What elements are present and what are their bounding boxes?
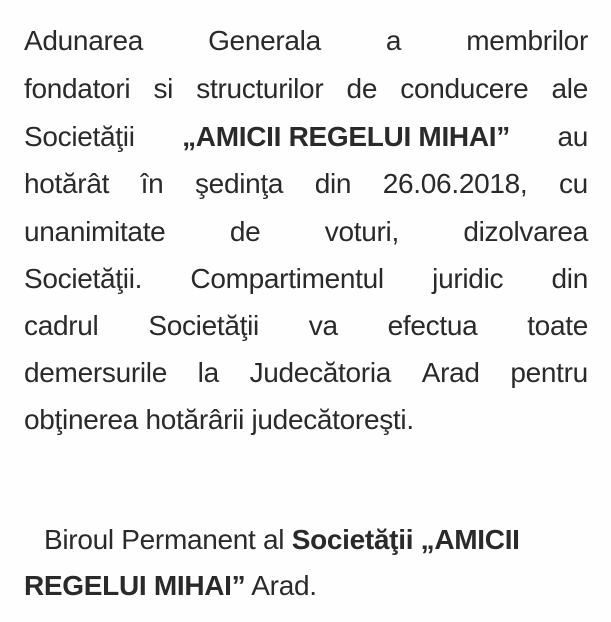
signature-society-name-part1: Societăţii „AMICII [291,524,520,555]
word: Adunarea [24,25,144,56]
word: Arad [421,357,480,388]
word: pentru [510,357,588,388]
word: voturi, [324,216,399,247]
paragraph-line-1 [24,18,588,64]
word: juridic [432,263,504,294]
paragraph-line-3 [24,114,588,160]
signature-line-2 [24,563,317,609]
paragraph-line-8 [24,350,588,396]
paragraph-line-9: obţinerea hotărârii judecătoreşti. [24,404,414,435]
word: de [346,73,378,104]
word: din [314,168,352,199]
word: a [385,25,402,56]
signature-line-1 [44,517,520,563]
word: hotărât [24,168,110,199]
word: membrilor [466,25,588,56]
paragraph-line-2 [24,66,588,112]
word: cadrul [24,310,99,341]
meeting-date: 26.06.2018, [382,168,528,199]
word: de [229,216,261,247]
word: Societăţii. [24,263,143,294]
word: conducere [400,73,529,104]
society-name: „AMICII REGELUI MIHAI” [182,121,510,152]
paragraph-line-5 [24,209,588,255]
word: efectua [387,310,478,341]
paragraph-line-6 [24,256,588,302]
word: Judecătoria [249,357,392,388]
word: din [551,263,588,294]
word: Compartimentul [190,263,384,294]
word: demersurile [24,357,167,388]
word: va [308,310,338,341]
word: la [197,357,219,388]
signature-prefix: Biroul Permanent al [44,524,292,555]
signature-suffix: Arad. [245,570,317,601]
word: fondatori [24,73,131,104]
word: Societăţii [148,310,259,341]
paragraph-line-7 [24,303,588,349]
word: ale [551,73,588,104]
word: cu [558,168,588,199]
paragraph-line-4 [24,161,588,207]
signature-society-name-part2: REGELUI MIHAI” [24,570,246,601]
word: unanimitate [24,216,166,247]
word: şedinţa [194,168,284,199]
word: Societăţii [24,121,135,152]
word: si [153,73,174,104]
word: în [140,168,164,199]
word: au [557,121,588,152]
word: dizolvarea [463,216,588,247]
word: toate [527,310,588,341]
word: Generala [208,25,321,56]
word: structurilor [196,73,324,104]
